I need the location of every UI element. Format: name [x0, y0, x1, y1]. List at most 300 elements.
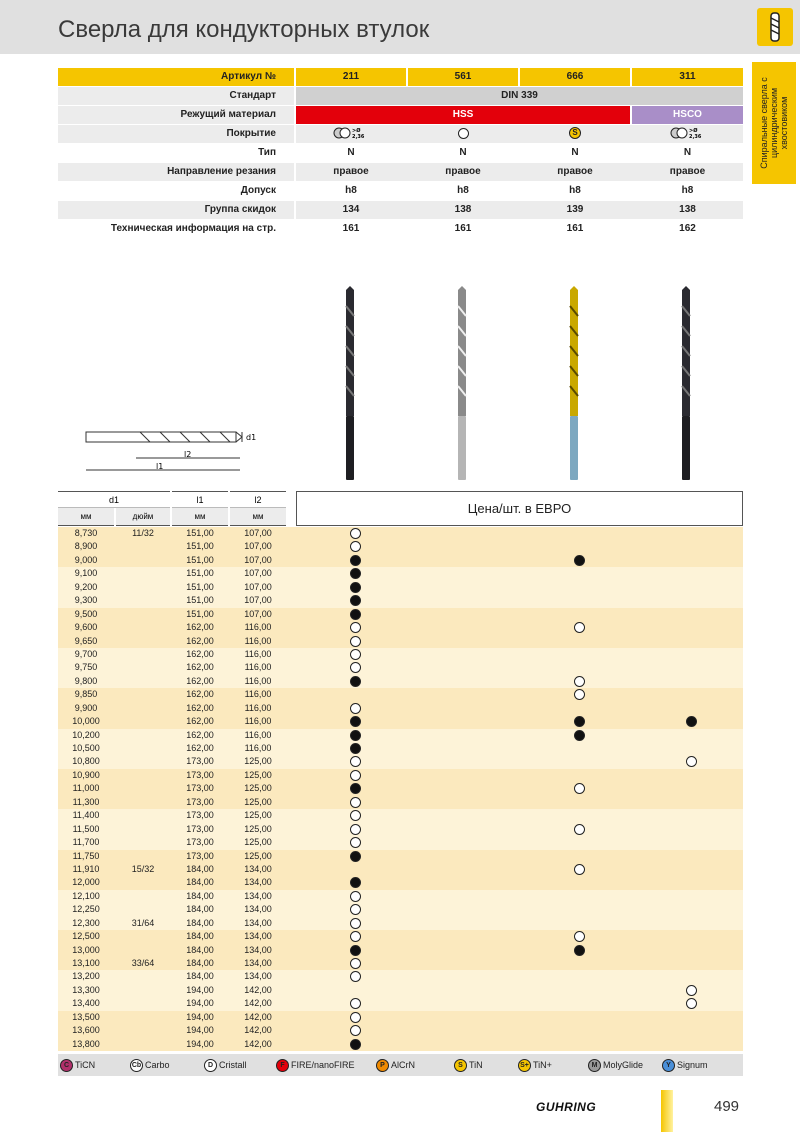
table-row — [58, 715, 743, 728]
legend-badge-icon: D — [204, 1059, 217, 1072]
cell-l1: 162,00 — [186, 716, 214, 727]
discount-cell: 138 — [679, 204, 696, 215]
info-page-link[interactable]: 161 — [342, 223, 360, 234]
cell-l2: 125,00 — [244, 810, 272, 821]
cell-diameter-mm: 10,000 — [72, 716, 100, 727]
material-hsco-cell: HSCO — [632, 106, 743, 124]
cell-l1: 184,00 — [186, 917, 214, 928]
cell-diameter-mm: 9,900 — [74, 702, 98, 713]
cell-diameter-mm: 13,400 — [72, 998, 100, 1009]
stock-limited-marker[interactable] — [574, 824, 585, 835]
cell-l2: 125,00 — [244, 769, 272, 780]
stock-available-marker[interactable] — [574, 555, 585, 566]
cell-l1: 184,00 — [186, 958, 214, 968]
table-row — [58, 876, 743, 889]
table-row — [58, 594, 743, 607]
cell-l2: 116,00 — [244, 675, 272, 686]
cell-l2: 134,00 — [244, 971, 272, 982]
direction-cell: правое — [669, 166, 706, 177]
cell-l1: 151,00 — [186, 608, 214, 619]
cell-diameter-mm: 13,200 — [72, 971, 100, 982]
cell-diameter-inch: 11/32 — [132, 528, 154, 538]
cell-l2: 142,00 — [244, 984, 272, 995]
cell-diameter-mm: 9,300 — [74, 595, 98, 606]
material-hss-cell: HSS — [296, 106, 630, 124]
stock-limited-marker[interactable] — [350, 649, 361, 660]
spec-row-standard — [58, 87, 743, 106]
unit-mm: мм — [172, 508, 228, 526]
stock-limited-marker[interactable] — [350, 797, 361, 808]
category-side-tab[interactable] — [752, 62, 796, 184]
spec-label: Допуск — [240, 185, 276, 196]
table-row — [58, 930, 743, 943]
cell-diameter-mm: 9,200 — [74, 581, 98, 592]
type-cell: N — [347, 147, 355, 158]
cell-l1: 151,00 — [186, 568, 214, 579]
spec-row-coating — [58, 125, 743, 144]
coating-cell — [296, 125, 406, 143]
cell-l1: 184,00 — [186, 971, 214, 982]
table-row — [58, 540, 743, 553]
direction-cell: правое — [333, 166, 369, 177]
discount-cell: 138 — [454, 204, 472, 215]
stock-limited-marker[interactable] — [350, 837, 361, 848]
cell-diameter-mm: 9,600 — [74, 622, 98, 633]
standard-cell: DIN 339 — [296, 87, 743, 105]
stock-limited-marker[interactable] — [350, 824, 361, 835]
size-table-header — [58, 491, 286, 526]
legend-badge-icon: Cb — [130, 1059, 143, 1072]
cell-l1: 162,00 — [186, 675, 214, 686]
cell-l1: 194,00 — [186, 984, 214, 995]
discount-cell: 134 — [342, 204, 360, 215]
drill-logo-icon — [757, 8, 793, 46]
legend-label: AlCrN — [391, 1060, 415, 1070]
spec-label: Артикул № — [58, 68, 294, 86]
stock-available-marker[interactable] — [350, 730, 361, 741]
cell-l1: 184,00 — [186, 931, 214, 942]
unit-inch: дюйм — [116, 508, 170, 526]
stock-limited-marker[interactable] — [574, 676, 585, 687]
unit-mm: мм — [230, 508, 286, 526]
cell-diameter-mm: 9,700 — [74, 648, 98, 659]
spec-row-info — [58, 220, 743, 239]
stock-limited-marker[interactable] — [574, 864, 585, 875]
cell-l2: 116,00 — [244, 689, 272, 700]
cell-l2: 116,00 — [244, 622, 272, 633]
legend-badge-icon: P — [376, 1059, 389, 1072]
legend-label: Signum — [677, 1060, 708, 1070]
legend-item — [276, 1058, 355, 1072]
table-row — [58, 661, 743, 674]
cell-l2: 134,00 — [244, 890, 272, 901]
cell-diameter-mm: 13,100 — [72, 958, 100, 968]
cell-l1: 194,00 — [186, 998, 214, 1009]
cell-diameter-mm: 12,300 — [72, 917, 100, 928]
stock-limited-marker[interactable] — [350, 891, 361, 902]
coating-cell — [520, 125, 630, 143]
stock-limited-marker[interactable] — [350, 918, 361, 929]
article-cell: 311 — [632, 68, 743, 86]
cell-l1: 173,00 — [186, 756, 214, 767]
stock-available-marker[interactable] — [574, 945, 585, 956]
stock-limited-marker[interactable] — [350, 636, 361, 647]
cell-diameter-mm: 8,730 — [74, 528, 98, 538]
spec-label: Режущий материал — [58, 106, 294, 124]
drill-image-hsco — [676, 286, 696, 482]
table-row — [58, 1024, 743, 1037]
page-number: 499 — [714, 1098, 740, 1115]
stock-available-marker[interactable] — [350, 609, 361, 620]
cell-diameter-mm: 11,000 — [72, 783, 100, 794]
stock-limited-marker[interactable] — [350, 622, 361, 633]
table-row — [58, 581, 743, 594]
cell-l1: 194,00 — [186, 1011, 214, 1022]
header-l2: l2 — [230, 491, 286, 508]
table-row — [58, 567, 743, 580]
table-row — [58, 755, 743, 768]
cell-l1: 151,00 — [186, 528, 214, 538]
legend-item — [130, 1058, 170, 1072]
cell-l2: 125,00 — [244, 756, 272, 767]
cell-l2: 134,00 — [244, 944, 272, 955]
cell-l2: 125,00 — [244, 837, 272, 848]
cell-diameter-inch: 15/32 — [131, 863, 155, 874]
cell-diameter-mm: 12,500 — [72, 931, 100, 942]
svg-text:2,36: 2,36 — [352, 134, 365, 141]
dimension-l2: l2 — [184, 450, 192, 459]
cell-l2: 116,00 — [244, 729, 272, 740]
table-row — [58, 782, 743, 795]
cell-diameter-mm: 10,200 — [72, 729, 100, 740]
legend-item — [376, 1058, 415, 1072]
legend-label: MolyGlide — [603, 1060, 644, 1070]
cell-l2: 116,00 — [244, 635, 272, 646]
legend-item — [588, 1058, 643, 1072]
table-row — [58, 769, 743, 782]
tolerance-cell: h8 — [345, 185, 357, 196]
tolerance-cell: h8 — [569, 185, 581, 196]
table-row — [58, 729, 743, 742]
cell-l2: 125,00 — [244, 796, 272, 807]
stock-limited-marker[interactable] — [350, 958, 361, 969]
price-header: Цена/шт. в ЕВРО — [296, 491, 743, 526]
cell-diameter-mm: 9,800 — [74, 675, 98, 686]
table-row — [58, 970, 743, 983]
table-row — [58, 688, 743, 701]
table-row — [58, 957, 743, 970]
drill-image-tin — [564, 286, 584, 482]
cell-diameter-mm: 13,500 — [72, 1011, 100, 1022]
cell-l2: 116,00 — [244, 716, 272, 727]
table-row — [58, 648, 743, 661]
cell-l2: 116,00 — [244, 702, 272, 713]
footer-accent-bar — [661, 1090, 673, 1132]
tolerance-cell: h8 — [457, 185, 469, 196]
dual-coating-icon — [670, 126, 706, 140]
spec-row-tolerance — [58, 182, 743, 201]
cell-diameter-mm: 13,000 — [72, 944, 100, 955]
spec-label: Направление резания — [58, 163, 294, 181]
cell-l1: 162,00 — [186, 635, 214, 646]
cell-diameter-mm: 9,750 — [74, 662, 98, 673]
type-cell: N — [459, 147, 467, 158]
table-row — [58, 554, 743, 567]
coating-legend — [58, 1054, 743, 1076]
discount-cell: 139 — [566, 204, 584, 215]
cell-l1: 173,00 — [186, 837, 214, 848]
spec-label: Техническая информация на стр. — [110, 223, 276, 234]
tin-coating-icon: S — [569, 127, 581, 139]
cell-l1: 184,00 — [186, 904, 214, 915]
cell-diameter-mm: 10,800 — [72, 756, 100, 767]
cell-diameter-mm: 10,500 — [72, 743, 100, 753]
legend-badge-icon: S — [454, 1059, 467, 1072]
stock-available-marker[interactable] — [350, 676, 361, 687]
cell-diameter-mm: 11,500 — [72, 823, 100, 834]
table-row — [58, 635, 743, 648]
table-row — [58, 1038, 743, 1051]
info-page-link[interactable]: 161 — [454, 223, 472, 234]
cell-l2: 142,00 — [244, 1038, 272, 1049]
table-row — [58, 809, 743, 822]
cell-diameter-mm: 9,000 — [74, 554, 98, 565]
stock-available-marker[interactable] — [350, 945, 361, 956]
spec-label: Покрытие — [58, 125, 294, 143]
table-row — [58, 675, 743, 688]
direction-cell: правое — [557, 166, 593, 177]
cell-diameter-mm: 12,250 — [72, 904, 100, 915]
cell-l1: 162,00 — [186, 662, 214, 673]
cell-l2: 134,00 — [244, 917, 272, 928]
spec-row-article — [58, 68, 743, 87]
spec-row-discount — [58, 201, 743, 220]
cell-l1: 184,00 — [186, 863, 214, 874]
table-row — [58, 702, 743, 715]
table-row — [58, 944, 743, 957]
legend-badge-icon: C — [60, 1059, 73, 1072]
side-tab-label: Спиральные сверла с цилиндрическим хвостовиком — [759, 77, 789, 169]
legend-label: TiN — [469, 1060, 483, 1070]
table-row — [58, 984, 743, 997]
legend-label: TiN+ — [533, 1060, 552, 1070]
cell-l2: 107,00 — [244, 581, 272, 592]
table-row — [58, 527, 743, 540]
cell-diameter-mm: 13,800 — [72, 1038, 100, 1049]
legend-badge-icon: M — [588, 1059, 601, 1072]
legend-label: TiCN — [75, 1060, 96, 1070]
cell-l2: 116,00 — [244, 648, 272, 659]
stock-limited-marker[interactable] — [574, 622, 585, 633]
stock-limited-marker[interactable] — [350, 1012, 361, 1023]
size-table-body — [58, 527, 743, 1051]
info-page-link[interactable]: 162 — [679, 223, 696, 234]
cell-diameter-mm: 11,700 — [72, 837, 100, 848]
unit-mm: мм — [58, 508, 114, 526]
cell-l2: 107,00 — [244, 608, 272, 619]
stock-limited-marker[interactable] — [350, 770, 361, 781]
page-header — [0, 0, 800, 54]
dimension-d1: d1 — [246, 433, 257, 442]
table-row — [58, 836, 743, 849]
cell-l1: 162,00 — [186, 702, 214, 713]
spec-label: Группа скидок — [58, 201, 294, 219]
legend-badge-icon: F — [276, 1059, 289, 1072]
table-row — [58, 890, 743, 903]
spec-label: Тип — [258, 147, 276, 158]
page-title: Сверла для кондукторных втулок — [58, 16, 430, 43]
cell-l1: 173,00 — [186, 796, 214, 807]
legend-item — [454, 1058, 483, 1072]
cell-l1: 151,00 — [186, 541, 214, 552]
legend-label: Cristall — [219, 1060, 247, 1070]
stock-available-marker[interactable] — [350, 555, 361, 566]
drill-image-bright — [452, 286, 472, 482]
cell-l2: 107,00 — [244, 595, 272, 606]
cell-l2: 107,00 — [244, 568, 272, 579]
type-cell: N — [571, 147, 579, 158]
cell-l1: 162,00 — [186, 743, 214, 753]
cell-diameter-inch: 31/64 — [131, 917, 155, 928]
legend-item — [60, 1058, 95, 1072]
table-row — [58, 1011, 743, 1024]
cell-l2: 107,00 — [244, 541, 272, 552]
cell-diameter-mm: 11,910 — [72, 863, 100, 874]
cell-l2: 134,00 — [244, 904, 272, 915]
cell-diameter-mm: 12,000 — [72, 877, 100, 888]
cell-l1: 162,00 — [186, 689, 214, 700]
drill-image-black — [340, 286, 360, 482]
brand-logo: GUHRING — [536, 1100, 597, 1114]
header-d1: d1 — [58, 491, 170, 508]
cell-diameter-mm: 11,400 — [72, 810, 100, 821]
stock-available-marker[interactable] — [350, 851, 361, 862]
cell-l2: 125,00 — [244, 823, 272, 834]
cell-l2: 142,00 — [244, 998, 272, 1009]
cell-l1: 162,00 — [186, 729, 214, 740]
cell-diameter-mm: 11,750 — [72, 850, 100, 861]
cell-l2: 116,00 — [244, 743, 272, 753]
direction-cell: правое — [445, 166, 481, 177]
cell-diameter-mm: 9,650 — [74, 635, 98, 646]
cell-l2: 134,00 — [244, 877, 272, 888]
cell-l1: 173,00 — [186, 810, 214, 821]
svg-text:>Ø: >Ø — [352, 128, 361, 135]
uncoated-icon — [458, 128, 469, 139]
cell-diameter-mm: 10,900 — [72, 769, 100, 780]
cell-l2: 134,00 — [244, 931, 272, 942]
table-row — [58, 997, 743, 1010]
cell-l1: 184,00 — [186, 944, 214, 955]
cell-diameter-mm: 13,300 — [72, 984, 100, 995]
legend-badge-icon: Y — [662, 1059, 675, 1072]
cell-l1: 173,00 — [186, 769, 214, 780]
spec-row-direction — [58, 163, 743, 182]
cell-diameter-mm: 8,900 — [74, 541, 98, 552]
cell-l2: 107,00 — [244, 528, 272, 538]
cell-diameter-inch: 33/64 — [131, 958, 155, 968]
cell-l1: 151,00 — [186, 554, 214, 565]
cell-diameter-mm: 9,100 — [74, 568, 98, 579]
stock-available-marker[interactable] — [350, 1039, 361, 1050]
cell-l2: 134,00 — [244, 958, 272, 968]
stock-available-marker[interactable] — [350, 582, 361, 593]
legend-badge-icon: S+ — [518, 1059, 531, 1072]
cell-diameter-mm: 9,850 — [74, 689, 98, 700]
table-row — [58, 903, 743, 916]
cell-l2: 116,00 — [244, 662, 272, 673]
cell-l2: 142,00 — [244, 1025, 272, 1036]
cell-diameter-mm: 13,600 — [72, 1025, 100, 1036]
table-row — [58, 621, 743, 634]
cell-l1: 173,00 — [186, 850, 214, 861]
dimension-l1: l1 — [156, 462, 164, 471]
type-cell: N — [683, 147, 692, 158]
stock-available-marker[interactable] — [574, 730, 585, 741]
cell-l1: 173,00 — [186, 783, 214, 794]
tolerance-cell: h8 — [681, 185, 694, 196]
stock-available-marker[interactable] — [350, 743, 361, 754]
table-row — [58, 863, 743, 876]
coating-cell — [408, 125, 518, 143]
table-row — [58, 823, 743, 836]
stock-limited-marker[interactable] — [686, 985, 697, 996]
svg-text:2,36: 2,36 — [688, 134, 701, 141]
drill-dimension-diagram — [80, 420, 260, 480]
spec-row-material — [58, 106, 743, 125]
cell-l1: 173,00 — [186, 823, 214, 834]
article-cell: 211 — [296, 68, 406, 86]
cell-l2: 125,00 — [244, 850, 272, 861]
cell-l2: 107,00 — [244, 554, 272, 565]
info-page-link[interactable]: 161 — [566, 223, 584, 234]
legend-item — [204, 1058, 247, 1072]
legend-item — [662, 1058, 708, 1072]
header-l1: l1 — [172, 491, 228, 508]
cell-l2: 134,00 — [244, 863, 272, 874]
article-cell: 561 — [408, 68, 518, 86]
cell-l2: 142,00 — [244, 1011, 272, 1022]
svg-text:>Ø: >Ø — [688, 128, 697, 135]
stock-limited-marker[interactable] — [350, 528, 361, 539]
table-row — [58, 608, 743, 621]
table-row — [58, 917, 743, 930]
table-row — [58, 850, 743, 863]
cell-l1: 162,00 — [186, 622, 214, 633]
cell-l1: 151,00 — [186, 581, 214, 592]
cell-l1: 194,00 — [186, 1025, 214, 1036]
legend-label: FIRE/nanoFIRE — [291, 1060, 355, 1070]
legend-label: Carbo — [145, 1060, 170, 1070]
table-row — [58, 796, 743, 809]
cell-l1: 151,00 — [186, 595, 214, 606]
cell-l1: 184,00 — [186, 890, 214, 901]
spec-table — [58, 68, 743, 239]
stock-limited-marker[interactable] — [350, 703, 361, 714]
legend-item — [518, 1058, 552, 1072]
cell-l2: 125,00 — [244, 783, 272, 794]
cell-l1: 194,00 — [186, 1038, 214, 1049]
spec-label: Стандарт — [58, 87, 294, 105]
dual-coating-icon — [333, 126, 369, 140]
coating-cell — [632, 125, 743, 143]
cell-diameter-mm: 9,500 — [74, 608, 98, 619]
spec-row-type — [58, 144, 743, 163]
cell-diameter-mm: 12,100 — [72, 890, 100, 901]
table-row — [58, 742, 743, 755]
cell-l1: 184,00 — [186, 877, 214, 888]
cell-l1: 162,00 — [186, 648, 214, 659]
